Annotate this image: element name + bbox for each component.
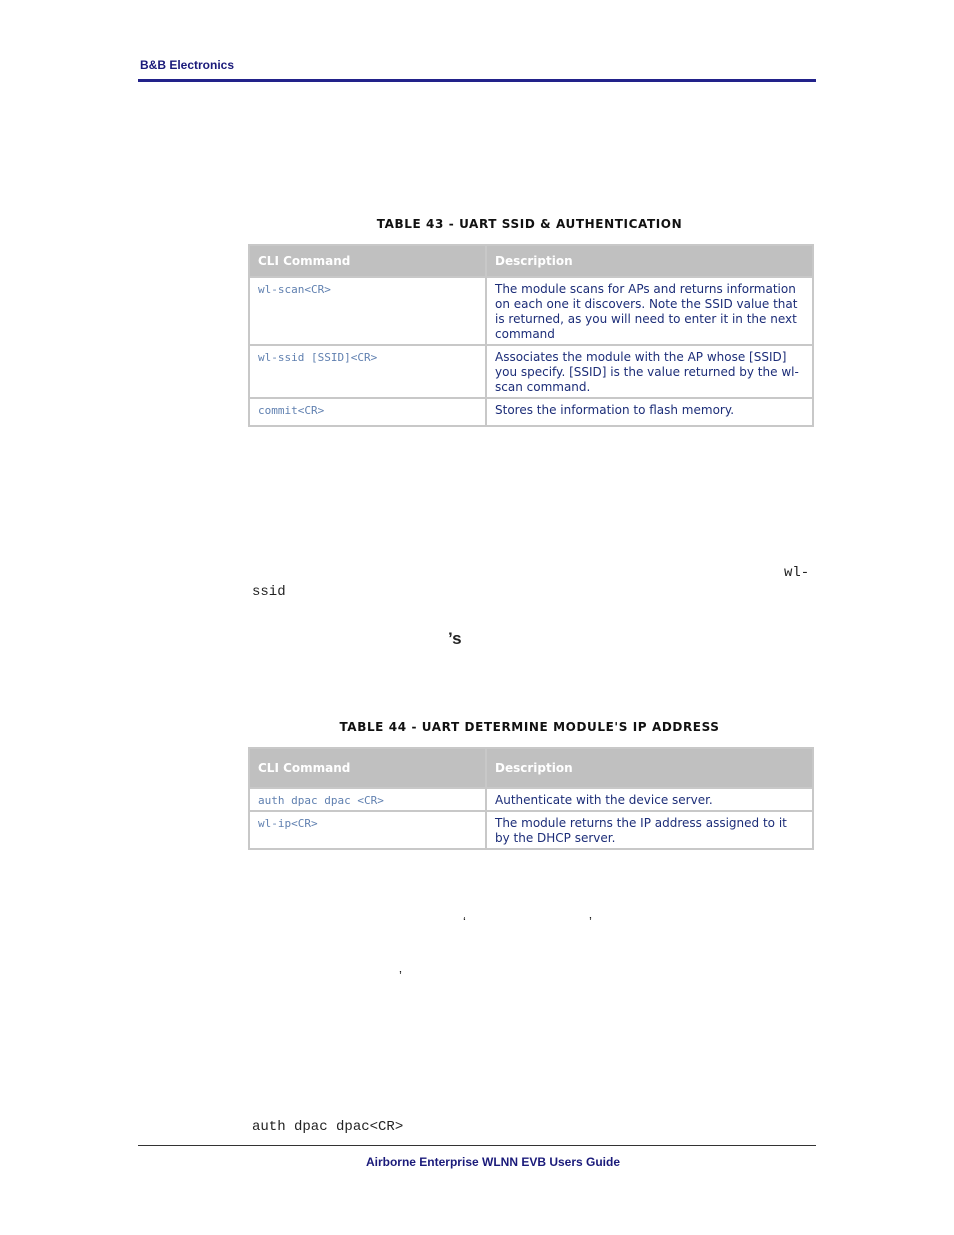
command-cell: wl-scan<CR> [249,277,486,345]
description-cell: The module scans for APs and returns information on each one it discovers. Note the SSID value that is returned, as you will need to enter it in the next command [486,277,813,345]
table-row [249,398,813,426]
header-brand: B&B Electronics [140,58,235,72]
command-example: auth dpac dpac<CR> [252,1119,404,1135]
description-cell: Authenticate with the device server. [486,788,813,811]
quote-fragment: ‘ [463,914,466,929]
table-44-caption: TABLE 44 - UART DETERMINE MODULE'S IP ADDRESS [339,720,720,734]
column-header: Description [486,245,813,277]
table-row [249,345,813,398]
description-cell: The module returns the IP address assigned to it by the DHCP server. [486,811,813,849]
table-row [249,277,813,345]
column-header: CLI Command [249,748,486,788]
command-cell: wl-ssid [SSID]<CR> [249,345,486,398]
footer-title: Airborne Enterprise WLNN EVB Users Guide [365,1155,621,1169]
command-cell: wl-ip<CR> [249,811,486,849]
table-header-row [249,245,813,277]
table-43 [248,244,814,427]
body-text-fragment: wl- [784,565,810,581]
heading-fragment: ’s [448,629,462,648]
command-cell: auth dpac dpac <CR> [249,788,486,811]
description-cell: Associates the module with the AP whose [SSID] you specify. [SSID] is the value returned by the wl-scan command. [486,345,813,398]
table-header-row [249,748,813,788]
table-44 [248,747,814,850]
table-row [249,811,813,849]
table-43-caption: TABLE 43 - UART SSID & AUTHENTICATION [376,217,683,231]
quote-fragment: ’ [589,914,592,929]
header-rule [138,79,816,82]
body-text-fragment: ssid [252,584,286,600]
description-cell: Stores the information to flash memory. [486,398,813,426]
command-cell: commit<CR> [249,398,486,426]
footer-rule [138,1145,816,1146]
column-header: Description [486,748,813,788]
table-row [249,788,813,811]
quote-fragment: ’ [399,968,402,983]
column-header: CLI Command [249,245,486,277]
